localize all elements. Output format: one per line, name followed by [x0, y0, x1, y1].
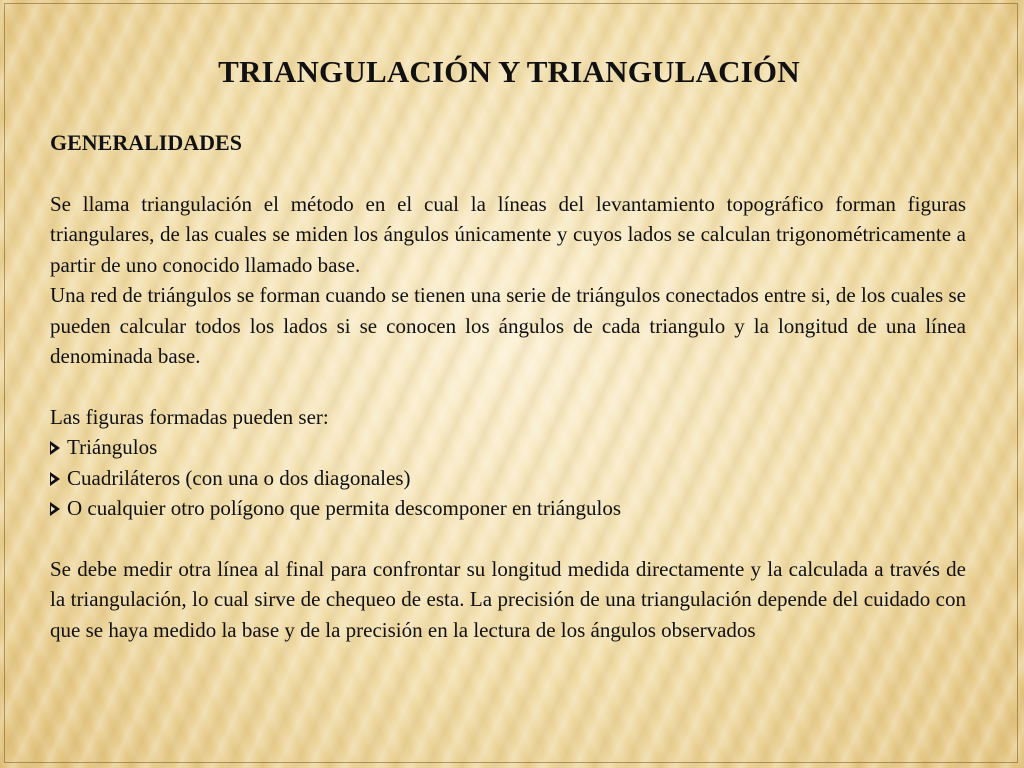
paragraph-definition: Se llama triangulación el método en el cual la líneas del levantamiento topográfico forman figuras triangulares, de las cuales se miden los ángulos únicamente y cuyos lados se calculan trigonométricamente a partir de uno conocido llamado base.	[50, 191, 966, 277]
slide-title: TRIANGULACIÓN Y TRIANGULACIÓN	[218, 54, 800, 89]
slide-content	[50, 128, 966, 645]
list-item	[50, 493, 966, 524]
paragraph-network: Una red de triángulos se forman cuando se tienen una serie de triángulos conectados entre si, de los cuales se pueden calcular todos los lados si se conocen los ángulos de cada triangulo y la longitud de una línea denominada base.	[50, 283, 966, 368]
figures-list	[50, 432, 966, 524]
arrow-bullet-icon	[50, 441, 60, 455]
paragraph-figures-intro: Las figuras formadas pueden ser:	[50, 404, 329, 429]
section-heading: GENERALIDADES	[50, 130, 242, 155]
arrow-bullet-icon	[50, 502, 60, 516]
spacer	[50, 524, 966, 554]
paragraph-check-line: Se debe medir otra línea al final para confrontar su longitud medida directamente y la calculada a través de la triangulación, lo cual sirve de chequeo de esta. La precisión de una triangulación depende del cuidado con que se haya medido la base y de la precisión en la lectura de los ángulos observados	[50, 556, 966, 642]
list-item-text: O cualquier otro polígono que permita descomponer en triángulos	[67, 496, 622, 520]
list-item-text: Triángulos	[67, 435, 158, 459]
arrow-bullet-icon	[50, 472, 60, 486]
list-item	[50, 463, 966, 494]
list-item-text: Cuadriláteros (con una o dos diagonales)	[67, 465, 411, 490]
spacer	[50, 372, 966, 402]
list-item	[50, 432, 966, 463]
